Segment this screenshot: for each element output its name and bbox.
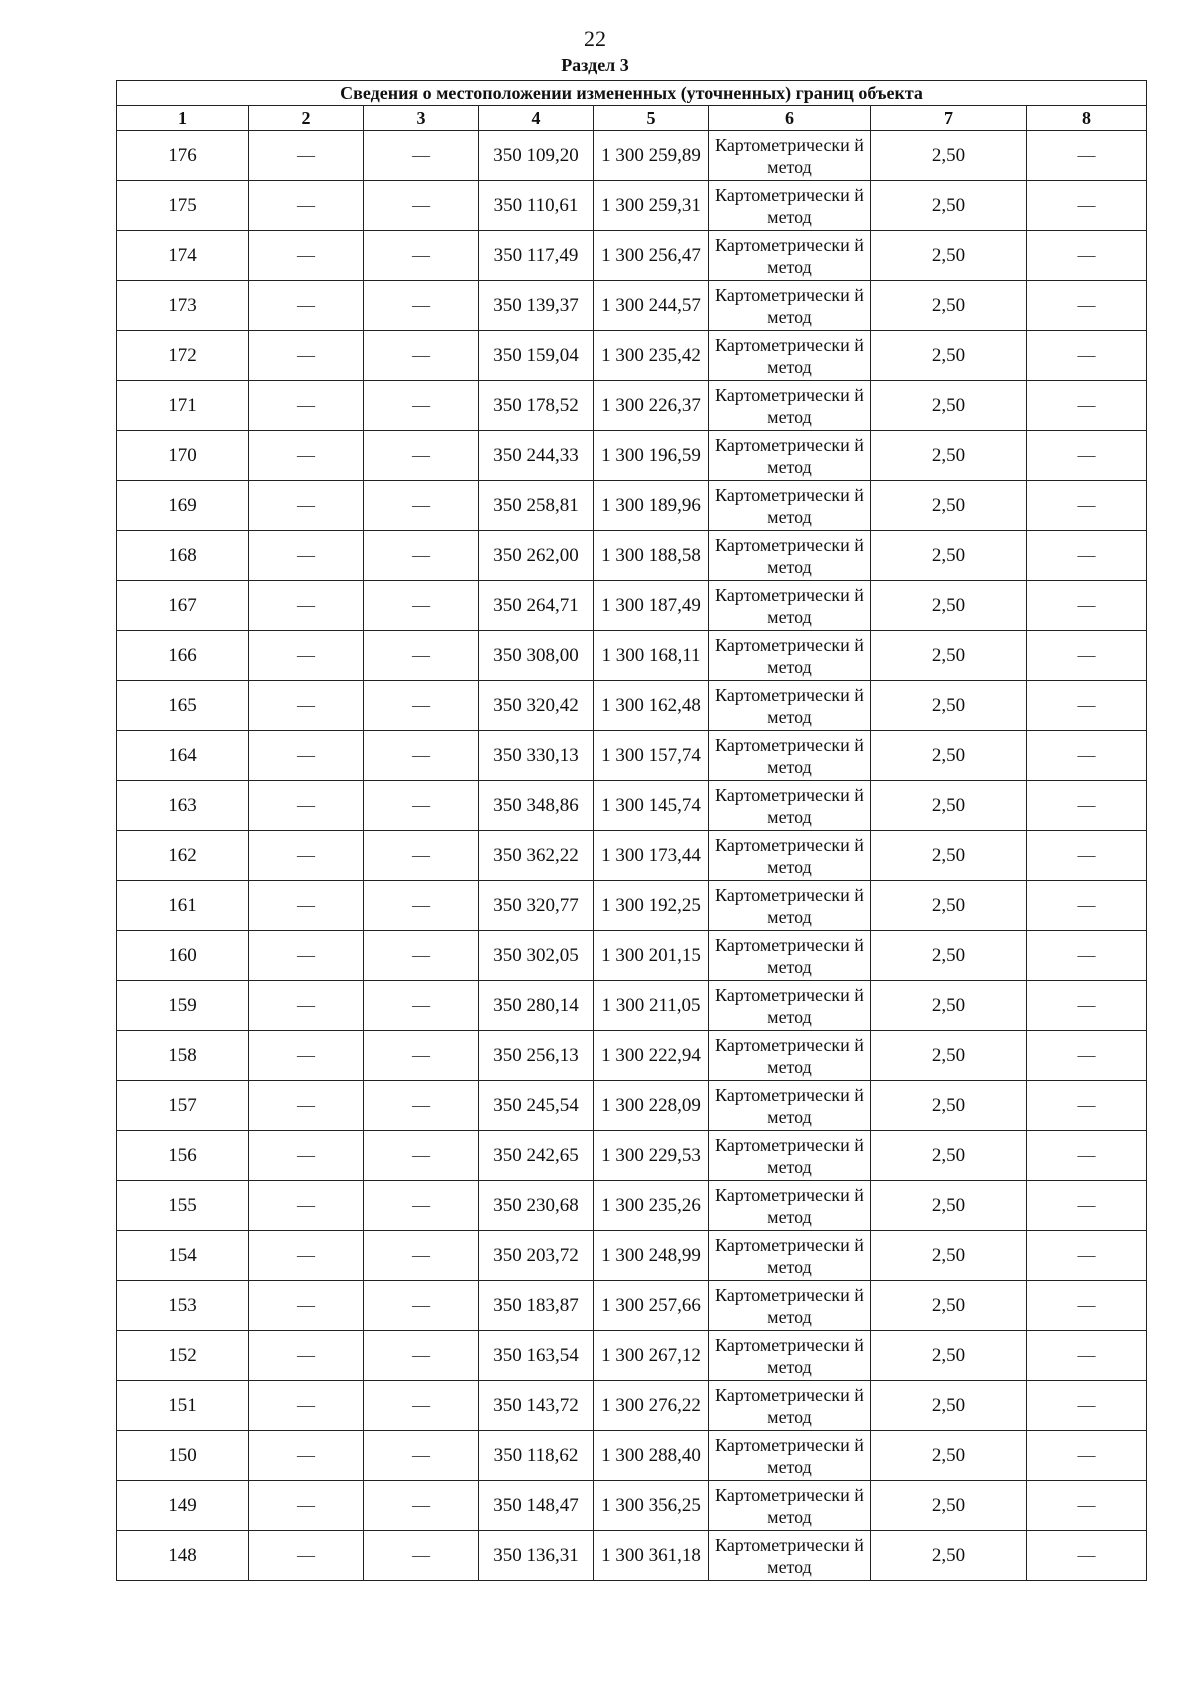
table-row	[117, 1281, 1147, 1331]
accuracy-cell: 2,50	[871, 731, 1027, 781]
col3-cell: —	[364, 731, 479, 781]
x-coordinate-cell: 350 362,22	[479, 831, 594, 881]
x-coordinate-cell: 350 118,62	[479, 1431, 594, 1481]
point-number-cell: 161	[117, 881, 249, 931]
table-row	[117, 581, 1147, 631]
col8-cell: —	[1027, 1131, 1147, 1181]
accuracy-cell: 2,50	[871, 881, 1027, 931]
y-coordinate-cell: 1 300 229,53	[594, 1131, 709, 1181]
table-row	[117, 1231, 1147, 1281]
accuracy-cell: 2,50	[871, 1131, 1027, 1181]
y-coordinate-cell: 1 300 235,26	[594, 1181, 709, 1231]
point-number-cell: 160	[117, 931, 249, 981]
col3-cell: —	[364, 631, 479, 681]
y-coordinate-cell: 1 300 211,05	[594, 981, 709, 1031]
point-number-cell: 170	[117, 431, 249, 481]
col3-cell: —	[364, 381, 479, 431]
y-coordinate-cell: 1 300 256,47	[594, 231, 709, 281]
y-coordinate-cell: 1 300 188,58	[594, 531, 709, 581]
y-coordinate-cell: 1 300 288,40	[594, 1431, 709, 1481]
table-row	[117, 1031, 1147, 1081]
x-coordinate-cell: 350 143,72	[479, 1381, 594, 1431]
point-number-cell: 165	[117, 681, 249, 731]
point-number-cell: 174	[117, 231, 249, 281]
table-row	[117, 231, 1147, 281]
col2-cell: —	[249, 931, 364, 981]
col3-cell: —	[364, 1381, 479, 1431]
point-number-cell: 172	[117, 331, 249, 381]
x-coordinate-cell: 350 117,49	[479, 231, 594, 281]
column-number: 5	[594, 106, 709, 131]
accuracy-cell: 2,50	[871, 1231, 1027, 1281]
x-coordinate-cell: 350 245,54	[479, 1081, 594, 1131]
y-coordinate-cell: 1 300 189,96	[594, 481, 709, 531]
col2-cell: —	[249, 731, 364, 781]
accuracy-cell: 2,50	[871, 631, 1027, 681]
point-number-cell: 176	[117, 131, 249, 181]
col3-cell: —	[364, 781, 479, 831]
x-coordinate-cell: 350 302,05	[479, 931, 594, 981]
col2-cell: —	[249, 881, 364, 931]
col8-cell: —	[1027, 781, 1147, 831]
y-coordinate-cell: 1 300 196,59	[594, 431, 709, 481]
col8-cell: —	[1027, 631, 1147, 681]
col2-cell: —	[249, 1131, 364, 1181]
accuracy-cell: 2,50	[871, 781, 1027, 831]
point-number-cell: 159	[117, 981, 249, 1031]
x-coordinate-cell: 350 348,86	[479, 781, 594, 831]
column-number: 1	[117, 106, 249, 131]
point-number-cell: 155	[117, 1181, 249, 1231]
col8-cell: —	[1027, 481, 1147, 531]
col3-cell: —	[364, 1031, 479, 1081]
method-cell: Картометрически й метод	[709, 1081, 871, 1131]
col3-cell: —	[364, 131, 479, 181]
col2-cell: —	[249, 581, 364, 631]
table-row	[117, 881, 1147, 931]
y-coordinate-cell: 1 300 162,48	[594, 681, 709, 731]
accuracy-cell: 2,50	[871, 1381, 1027, 1431]
col2-cell: —	[249, 981, 364, 1031]
point-number-cell: 158	[117, 1031, 249, 1081]
method-cell: Картометрически й метод	[709, 531, 871, 581]
accuracy-cell: 2,50	[871, 1531, 1027, 1581]
point-number-cell: 150	[117, 1431, 249, 1481]
y-coordinate-cell: 1 300 276,22	[594, 1381, 709, 1431]
method-cell: Картометрически й метод	[709, 331, 871, 381]
x-coordinate-cell: 350 136,31	[479, 1531, 594, 1581]
method-cell: Картометрически й метод	[709, 881, 871, 931]
table-caption: Сведения о местоположении измененных (уточненных) границ объекта	[117, 81, 1147, 106]
point-number-cell: 171	[117, 381, 249, 431]
x-coordinate-cell: 350 262,00	[479, 531, 594, 581]
y-coordinate-cell: 1 300 192,25	[594, 881, 709, 931]
y-coordinate-cell: 1 300 157,74	[594, 731, 709, 781]
method-cell: Картометрически й метод	[709, 931, 871, 981]
col2-cell: —	[249, 431, 364, 481]
x-coordinate-cell: 350 159,04	[479, 331, 594, 381]
x-coordinate-cell: 350 320,42	[479, 681, 594, 731]
point-number-cell: 164	[117, 731, 249, 781]
col2-cell: —	[249, 831, 364, 881]
table-row	[117, 731, 1147, 781]
method-cell: Картометрически й метод	[709, 431, 871, 481]
method-cell: Картометрически й метод	[709, 1181, 871, 1231]
col2-cell: —	[249, 281, 364, 331]
method-cell: Картометрически й метод	[709, 381, 871, 431]
col3-cell: —	[364, 831, 479, 881]
point-number-cell: 175	[117, 181, 249, 231]
accuracy-cell: 2,50	[871, 381, 1027, 431]
method-cell: Картометрически й метод	[709, 1281, 871, 1331]
col2-cell: —	[249, 1231, 364, 1281]
col8-cell: —	[1027, 581, 1147, 631]
point-number-cell: 166	[117, 631, 249, 681]
col3-cell: —	[364, 981, 479, 1031]
method-cell: Картометрически й метод	[709, 831, 871, 881]
table-row	[117, 331, 1147, 381]
x-coordinate-cell: 350 203,72	[479, 1231, 594, 1281]
table-row	[117, 1181, 1147, 1231]
col8-cell: —	[1027, 131, 1147, 181]
point-number-cell: 152	[117, 1331, 249, 1381]
x-coordinate-cell: 350 264,71	[479, 581, 594, 631]
x-coordinate-cell: 350 178,52	[479, 381, 594, 431]
col8-cell: —	[1027, 731, 1147, 781]
col8-cell: —	[1027, 181, 1147, 231]
method-cell: Картометрически й метод	[709, 231, 871, 281]
y-coordinate-cell: 1 300 201,15	[594, 931, 709, 981]
col3-cell: —	[364, 1081, 479, 1131]
y-coordinate-cell: 1 300 228,09	[594, 1081, 709, 1131]
method-cell: Картометрически й метод	[709, 131, 871, 181]
table-row	[117, 1431, 1147, 1481]
col8-cell: —	[1027, 981, 1147, 1031]
point-number-cell: 157	[117, 1081, 249, 1131]
col8-cell: —	[1027, 1081, 1147, 1131]
column-number: 8	[1027, 106, 1147, 131]
page-number: 22	[584, 26, 606, 51]
method-cell: Картометрически й метод	[709, 1031, 871, 1081]
point-number-cell: 148	[117, 1531, 249, 1581]
col2-cell: —	[249, 1381, 364, 1431]
col2-cell: —	[249, 1531, 364, 1581]
point-number-cell: 154	[117, 1231, 249, 1281]
accuracy-cell: 2,50	[871, 531, 1027, 581]
accuracy-cell: 2,50	[871, 231, 1027, 281]
col3-cell: —	[364, 931, 479, 981]
x-coordinate-cell: 350 258,81	[479, 481, 594, 531]
col3-cell: —	[364, 431, 479, 481]
col2-cell: —	[249, 1431, 364, 1481]
method-cell: Картометрически й метод	[709, 631, 871, 681]
col3-cell: —	[364, 181, 479, 231]
col2-cell: —	[249, 1081, 364, 1131]
point-number-cell: 151	[117, 1381, 249, 1431]
col2-cell: —	[249, 1031, 364, 1081]
y-coordinate-cell: 1 300 235,42	[594, 331, 709, 381]
col8-cell: —	[1027, 931, 1147, 981]
method-cell: Картометрически й метод	[709, 1381, 871, 1431]
col8-cell: —	[1027, 831, 1147, 881]
method-cell: Картометрически й метод	[709, 1131, 871, 1181]
y-coordinate-cell: 1 300 244,57	[594, 281, 709, 331]
y-coordinate-cell: 1 300 356,25	[594, 1481, 709, 1531]
point-number-cell: 167	[117, 581, 249, 631]
method-cell: Картометрически й метод	[709, 781, 871, 831]
table-row	[117, 181, 1147, 231]
method-cell: Картометрически й метод	[709, 1231, 871, 1281]
col3-cell: —	[364, 1181, 479, 1231]
x-coordinate-cell: 350 109,20	[479, 131, 594, 181]
col8-cell: —	[1027, 1281, 1147, 1331]
col3-cell: —	[364, 1131, 479, 1181]
method-cell: Картометрически й метод	[709, 731, 871, 781]
method-cell: Картометрически й метод	[709, 681, 871, 731]
accuracy-cell: 2,50	[871, 1081, 1027, 1131]
accuracy-cell: 2,50	[871, 281, 1027, 331]
table-row	[117, 381, 1147, 431]
y-coordinate-cell: 1 300 267,12	[594, 1331, 709, 1381]
accuracy-cell: 2,50	[871, 1481, 1027, 1531]
col3-cell: —	[364, 581, 479, 631]
col8-cell: —	[1027, 531, 1147, 581]
col8-cell: —	[1027, 1381, 1147, 1431]
y-coordinate-cell: 1 300 187,49	[594, 581, 709, 631]
col2-cell: —	[249, 481, 364, 531]
col3-cell: —	[364, 1431, 479, 1481]
x-coordinate-cell: 350 148,47	[479, 1481, 594, 1531]
x-coordinate-cell: 350 163,54	[479, 1331, 594, 1381]
col8-cell: —	[1027, 1031, 1147, 1081]
x-coordinate-cell: 350 280,14	[479, 981, 594, 1031]
col3-cell: —	[364, 231, 479, 281]
section-title: Раздел 3	[561, 55, 629, 75]
table-row	[117, 931, 1147, 981]
col8-cell: —	[1027, 1231, 1147, 1281]
column-number: 6	[709, 106, 871, 131]
x-coordinate-cell: 350 256,13	[479, 1031, 594, 1081]
table-row	[117, 681, 1147, 731]
col2-cell: —	[249, 331, 364, 381]
accuracy-cell: 2,50	[871, 1331, 1027, 1381]
col2-cell: —	[249, 631, 364, 681]
method-cell: Картометрически й метод	[709, 1531, 871, 1581]
method-cell: Картометрически й метод	[709, 1431, 871, 1481]
boundary-coordinates-table	[116, 80, 1147, 1581]
x-coordinate-cell: 350 244,33	[479, 431, 594, 481]
y-coordinate-cell: 1 300 168,11	[594, 631, 709, 681]
y-coordinate-cell: 1 300 248,99	[594, 1231, 709, 1281]
point-number-cell: 173	[117, 281, 249, 331]
x-coordinate-cell: 350 110,61	[479, 181, 594, 231]
accuracy-cell: 2,50	[871, 481, 1027, 531]
method-cell: Картометрически й метод	[709, 481, 871, 531]
col8-cell: —	[1027, 281, 1147, 331]
col2-cell: —	[249, 1331, 364, 1381]
table-row	[117, 981, 1147, 1031]
table-row	[117, 281, 1147, 331]
col8-cell: —	[1027, 1181, 1147, 1231]
y-coordinate-cell: 1 300 173,44	[594, 831, 709, 881]
table-row	[117, 481, 1147, 531]
col2-cell: —	[249, 1281, 364, 1331]
x-coordinate-cell: 350 320,77	[479, 881, 594, 931]
col2-cell: —	[249, 231, 364, 281]
col8-cell: —	[1027, 381, 1147, 431]
method-cell: Картометрически й метод	[709, 581, 871, 631]
method-cell: Картометрически й метод	[709, 181, 871, 231]
column-number: 2	[249, 106, 364, 131]
table-row	[117, 1381, 1147, 1431]
col3-cell: —	[364, 481, 479, 531]
method-cell: Картометрически й метод	[709, 281, 871, 331]
accuracy-cell: 2,50	[871, 1281, 1027, 1331]
accuracy-cell: 2,50	[871, 1431, 1027, 1481]
col3-cell: —	[364, 331, 479, 381]
point-number-cell: 169	[117, 481, 249, 531]
point-number-cell: 149	[117, 1481, 249, 1531]
col8-cell: —	[1027, 1481, 1147, 1531]
point-number-cell: 168	[117, 531, 249, 581]
y-coordinate-cell: 1 300 226,37	[594, 381, 709, 431]
col3-cell: —	[364, 1281, 479, 1331]
col2-cell: —	[249, 381, 364, 431]
col8-cell: —	[1027, 881, 1147, 931]
table-row	[117, 1131, 1147, 1181]
method-cell: Картометрически й метод	[709, 1331, 871, 1381]
table-row	[117, 431, 1147, 481]
col2-cell: —	[249, 181, 364, 231]
y-coordinate-cell: 1 300 259,89	[594, 131, 709, 181]
x-coordinate-cell: 350 330,13	[479, 731, 594, 781]
table-row	[117, 781, 1147, 831]
accuracy-cell: 2,50	[871, 831, 1027, 881]
table-row	[117, 1531, 1147, 1581]
column-number: 7	[871, 106, 1027, 131]
point-number-cell: 162	[117, 831, 249, 881]
col8-cell: —	[1027, 431, 1147, 481]
accuracy-cell: 2,50	[871, 931, 1027, 981]
method-cell: Картометрически й метод	[709, 981, 871, 1031]
col8-cell: —	[1027, 1431, 1147, 1481]
method-cell: Картометрически й метод	[709, 1481, 871, 1531]
accuracy-cell: 2,50	[871, 131, 1027, 181]
table-row	[117, 531, 1147, 581]
column-number: 4	[479, 106, 594, 131]
table-row	[117, 631, 1147, 681]
point-number-cell: 156	[117, 1131, 249, 1181]
point-number-cell: 163	[117, 781, 249, 831]
col2-cell: —	[249, 131, 364, 181]
col3-cell: —	[364, 1481, 479, 1531]
x-coordinate-cell: 350 308,00	[479, 631, 594, 681]
col2-cell: —	[249, 1181, 364, 1231]
table-row	[117, 1331, 1147, 1381]
col3-cell: —	[364, 681, 479, 731]
col3-cell: —	[364, 1531, 479, 1581]
accuracy-cell: 2,50	[871, 1181, 1027, 1231]
col3-cell: —	[364, 1231, 479, 1281]
col8-cell: —	[1027, 681, 1147, 731]
col3-cell: —	[364, 1331, 479, 1381]
table-row	[117, 831, 1147, 881]
y-coordinate-cell: 1 300 257,66	[594, 1281, 709, 1331]
y-coordinate-cell: 1 300 361,18	[594, 1531, 709, 1581]
x-coordinate-cell: 350 183,87	[479, 1281, 594, 1331]
x-coordinate-cell: 350 230,68	[479, 1181, 594, 1231]
col3-cell: —	[364, 881, 479, 931]
column-number: 3	[364, 106, 479, 131]
accuracy-cell: 2,50	[871, 431, 1027, 481]
col3-cell: —	[364, 531, 479, 581]
accuracy-cell: 2,50	[871, 681, 1027, 731]
y-coordinate-cell: 1 300 222,94	[594, 1031, 709, 1081]
col8-cell: —	[1027, 1331, 1147, 1381]
point-number-cell: 153	[117, 1281, 249, 1331]
table-row	[117, 1081, 1147, 1131]
col2-cell: —	[249, 531, 364, 581]
accuracy-cell: 2,50	[871, 181, 1027, 231]
col2-cell: —	[249, 781, 364, 831]
accuracy-cell: 2,50	[871, 331, 1027, 381]
accuracy-cell: 2,50	[871, 1031, 1027, 1081]
table-row	[117, 1481, 1147, 1531]
table-row	[117, 131, 1147, 181]
x-coordinate-cell: 350 139,37	[479, 281, 594, 331]
col8-cell: —	[1027, 231, 1147, 281]
col8-cell: —	[1027, 331, 1147, 381]
col8-cell: —	[1027, 1531, 1147, 1581]
accuracy-cell: 2,50	[871, 981, 1027, 1031]
col2-cell: —	[249, 681, 364, 731]
y-coordinate-cell: 1 300 259,31	[594, 181, 709, 231]
accuracy-cell: 2,50	[871, 581, 1027, 631]
x-coordinate-cell: 350 242,65	[479, 1131, 594, 1181]
col3-cell: —	[364, 281, 479, 331]
col2-cell: —	[249, 1481, 364, 1531]
y-coordinate-cell: 1 300 145,74	[594, 781, 709, 831]
